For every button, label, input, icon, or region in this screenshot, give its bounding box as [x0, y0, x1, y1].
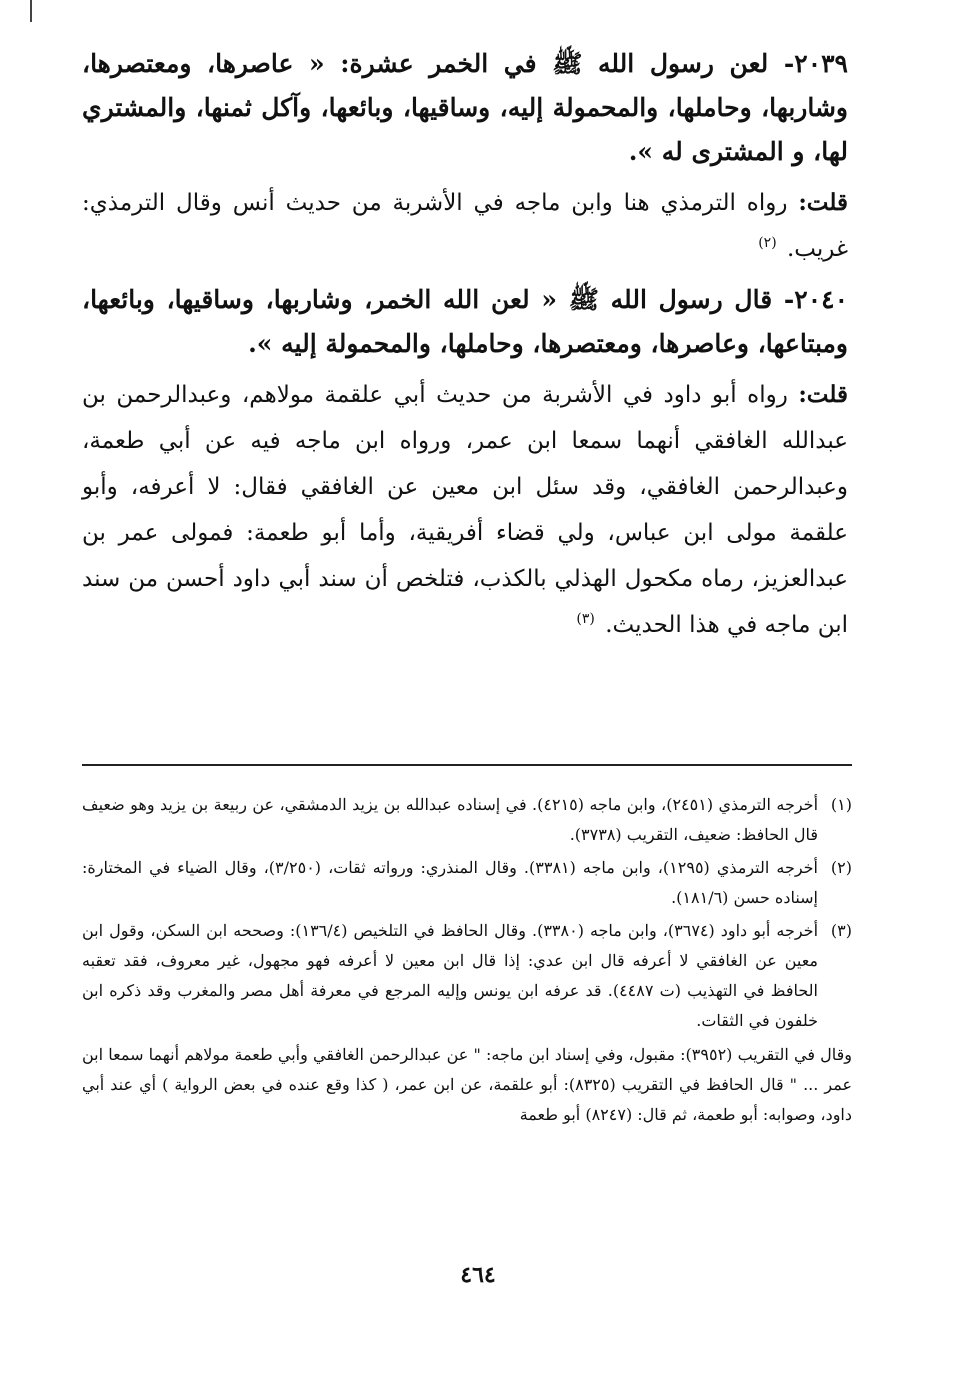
- footnote-text: أخرجه الترمذي (٢٤٥١)، وابن ماجه (٤٢١٥). في إسناده عبدالله بن يزيد الدمشقي، عن ربيعة بن يزيد وهو ضعيف قال الحافظ: ضعيف، التقريب (٣٧٣٨).: [82, 795, 819, 844]
- footnote-continuation: وقال في التقريب (٣٩٥٢): مقبول، وفي إسناد ابن ماجه: " عن عبدالرحمن الغافقي وأبي طعمة مولاهم أنهما سمعا ابن عمر ... " قال الحافظ في التقريب (٨٣٢٥): أبو علقمة، عن ابن عمر، ( كذا وقع عنده في بعض الرواية ) أي عند أبي داود، وصوابه: أبو طعمة، ثم قال: (٨٢٤٧) أبو طعمة: [82, 1045, 853, 1124]
- hadith-2040: [82, 278, 848, 366]
- hadith-2039: [82, 42, 848, 174]
- footnote-2: [82, 853, 852, 913]
- commentary-1: [82, 180, 848, 272]
- footnote-number: (٢): [830, 858, 852, 877]
- footnote-number: (٣): [830, 921, 852, 940]
- commentary-text: رواه الترمذي هنا وابن ماجه في الأشربة من حديث أنس وقال الترمذي: غريب.: [82, 190, 848, 262]
- hadith-text: لعن رسول الله ﷺ في الخمر عشرة: « عاصرها، ومعتصرها، وشاربها، وحاملها، والمحمولة إليه، وساقيها، وبائعها، وآكل ثمنها، والمشتري لها، و المشترى له ».: [82, 49, 848, 166]
- footnote-text: أخرجه أبو داود (٣٦٧٤)، وابن ماجه (٣٣٨٠). وقال الحافظ في التلخيص (١٣٦/٤): وصححه ابن السكن، وقول ابن معين عن الغافقي لا أعرفه قال ابن عدي: إذا قال ابن معين لا أعرفه فهو مجهول، غير معروف، فقد تعقبه الحافظ في التهذيب (ت ٤٤٨٧). قد عرفه ابن يونس وإليه المرجع في معرفة أهل مصر والمغرب وقد ذكره ابن خلفون في الثقات.: [82, 921, 819, 1030]
- commentary-2: [82, 372, 848, 648]
- footnotes: [82, 790, 852, 1130]
- page-number: ٤٦٤: [460, 1262, 496, 1288]
- hadith-number: ٢٠٣٩-: [783, 49, 848, 78]
- footnote-ref: (٢): [758, 235, 777, 252]
- footnote-text: أخرجه الترمذي (١٢٩٥)، وابن ماجه (٣٣٨١). وقال المنذري: ورواته ثقات، (٣/٢٥٠)، وقال الضياء في المختارة: إسناده حسن (١٨١/٦).: [82, 858, 819, 907]
- footnote-3: [82, 916, 852, 1036]
- qult-label: قلت:: [798, 381, 848, 408]
- footnote-1: [82, 790, 852, 850]
- main-text: [82, 42, 848, 654]
- commentary-text: رواه أبو داود في الأشربة من حديث أبي علقمة مولاهم، وعبدالرحمن بن عبدالله الغافقي أنهما سمعا ابن عمر، ورواه ابن ماجه فيه عن أبي طعمة، وعبدالرحمن الغافقي، وقد سئل ابن معين عن الغافقي فقال: لا أعرفه، وأبو علقمة مولى ابن عباس، ولي قضاء أفريقية، وأما أبو طعمة: فمولى عمر بن عبدالعزيز، رماه مكحول الهذلي بالكذب، فتلخص أن سند أبي داود أحسن من سند ابن ماجه في هذا الحديث.: [82, 382, 848, 638]
- scan-mark: [30, 0, 32, 22]
- footnote-number: (١): [830, 795, 852, 814]
- footnote-divider: [82, 764, 852, 766]
- hadith-number: ٢٠٤٠-: [783, 285, 848, 314]
- qult-label: قلت:: [798, 189, 848, 216]
- footnote-ref: (٣): [576, 611, 595, 628]
- hadith-text: قال رسول الله ﷺ « لعن الله الخمر، وشاربها، وساقيها، وبائعها، ومبتاعها، وعاصرها، ومعتصرها، وحاملها، والمحمولة إليه ».: [82, 285, 848, 358]
